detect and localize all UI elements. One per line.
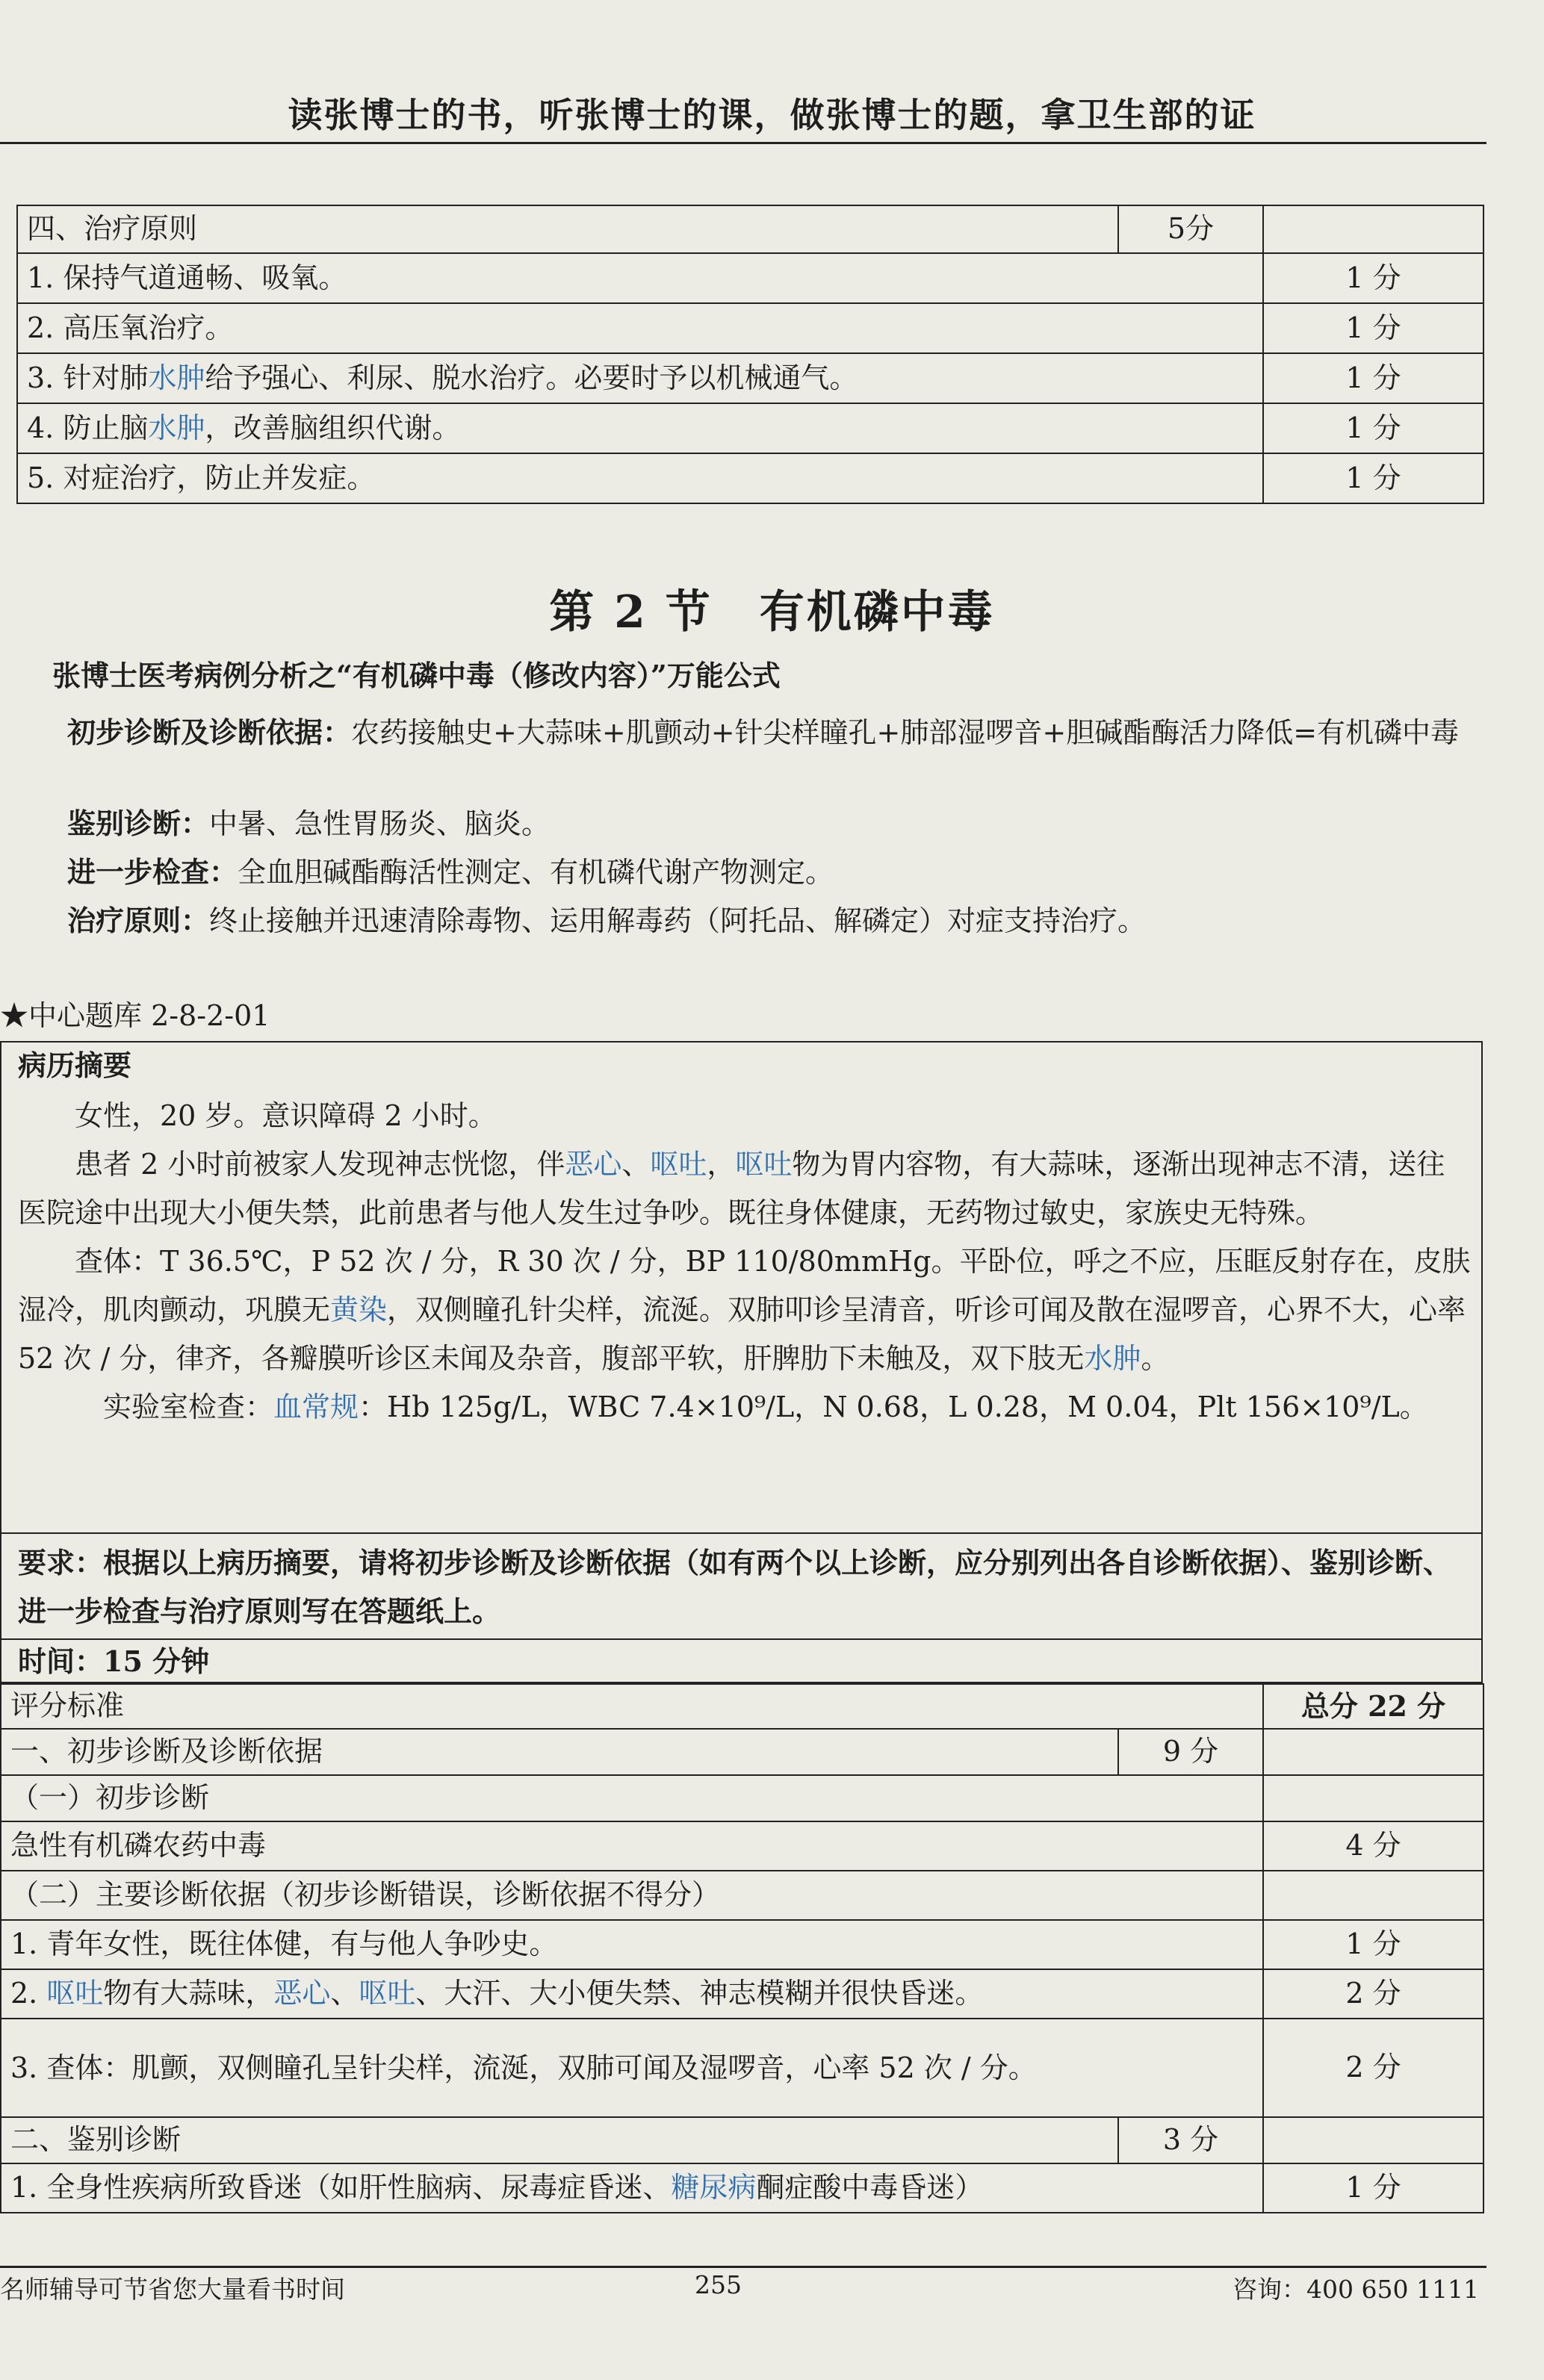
table-row xyxy=(1,1821,1483,1871)
formula-label: 鉴别诊断： xyxy=(67,807,210,840)
scoring-table xyxy=(0,1683,1484,2213)
case-summary-title: 病历摘要 xyxy=(18,1048,132,1082)
row-label: 2. 呕吐物有大蒜味，恶心、呕吐、大汗、大小便失禁、神志模糊并很快昏迷。 xyxy=(1,1969,1263,2019)
row-score: 1 分 xyxy=(1263,2163,1483,2213)
case-paragraph: 患者 2 小时前被家人发现神志恍惚，伴恶心、呕吐，呕吐物为胃内容物，有大蒜味，逐渐出现神志不清，送往医院途中出现大小便失禁，此前患者与他人发生过争吵。既往身体健康，无药物过敏史，家族史无特殊。 xyxy=(18,1148,1445,1229)
footer-rule xyxy=(0,2266,1486,2268)
row-score: 1 分 xyxy=(1263,403,1483,453)
table-row xyxy=(1,1729,1483,1775)
row-label: 二、鉴别诊断 xyxy=(1,2117,1118,2163)
requirement-label: 要求： xyxy=(18,1546,104,1579)
highlight-term: 水肿 xyxy=(148,361,205,394)
running-header: 读张博士的书，听张博士的课，做张博士的题，拿卫生部的证 xyxy=(288,95,1256,135)
row-text: 4. 防止脑 xyxy=(27,411,149,444)
row-score: 2 分 xyxy=(1263,2019,1483,2117)
footer-slogan: 名师辅导可节省您大量看书时间 xyxy=(0,2275,345,2304)
row-text: 5. 对症治疗，防止并发症。 xyxy=(27,461,376,494)
case-paragraph: 女性，20 岁。意识障碍 2 小时。 xyxy=(75,1099,497,1132)
row-label: 3. 查体：肌颤，双侧瞳孔呈针尖样，流涎，双肺可闻及湿啰音，心率 52 次 / 分。 xyxy=(1,2019,1263,2117)
formula-text: 终止接触并迅速清除毒物、运用解毒药（阿托品、解磷定）对症支持治疗。 xyxy=(209,904,1147,937)
table-row xyxy=(1,1775,1483,1821)
row-label: （二）主要诊断依据（初步诊断错误，诊断依据不得分） xyxy=(1,1871,1263,1920)
row-text: 3. 针对肺 xyxy=(27,361,149,394)
row-score: 1 分 xyxy=(1263,353,1483,403)
treatment-table xyxy=(16,205,1484,504)
table-row xyxy=(1,2117,1483,2163)
scoring-header: 评分标准 xyxy=(1,1684,1263,1729)
table-row xyxy=(17,453,1483,503)
table-row xyxy=(1,2163,1483,2213)
formula-text: 农药接触史+大蒜味+肌颤动+针尖样瞳孔+肺部湿啰音+胆碱酯酶活力降低=有机磷中毒 xyxy=(351,716,1460,749)
table-row xyxy=(17,253,1483,303)
scoring-total: 总分 22 分 xyxy=(1263,1684,1483,1729)
case-summary-body xyxy=(18,1092,1471,1432)
row-score: 3 分 xyxy=(1118,2117,1263,2163)
table-row xyxy=(1,1969,1483,2019)
highlight-term: 水肿 xyxy=(148,411,205,444)
table-total-score: 5分 xyxy=(1118,205,1263,253)
case-paragraph: 查体：T 36.5℃，P 52 次 / 分，R 30 次 / 分，BP 110/80mmHg。平卧位，呼之不应，压眶反射存在，皮肤湿冷，肌肉颤动，巩膜无黄染，双侧瞳孔针尖样，流涎。双肺叩诊呈清音，听诊可闻及散在湿啰音，心界不大，心率 52 次 / 分，律齐，各瓣膜听诊区未闻及杂音，腹部平软，肝脾肋下未触及，双下肢无水肿。 xyxy=(18,1245,1471,1375)
formula-label: 治疗原则： xyxy=(67,904,210,937)
requirement-box xyxy=(0,1534,1483,1640)
formula-text: 全血胆碱酯酶活性测定、有机磷代谢产物测定。 xyxy=(238,856,834,889)
row-text: ，改善脑组织代谢。 xyxy=(205,411,461,444)
table-row xyxy=(1,2019,1483,2117)
case-summary-box xyxy=(0,1041,1483,1534)
row-score: 4 分 xyxy=(1263,1821,1483,1871)
row-score: 1 分 xyxy=(1263,1920,1483,1969)
row-text: 1. 保持气道通畅、吸氧。 xyxy=(27,261,347,294)
row-label: 急性有机磷农药中毒 xyxy=(1,1821,1263,1871)
page-number: 255 xyxy=(695,2270,742,2299)
section-title: 第 2 节 有机磷中毒 xyxy=(549,586,995,639)
row-label: 1. 全身性疾病所致昏迷（如肝性脑病、尿毒症昏迷、糖尿病酮症酸中毒昏迷） xyxy=(1,2163,1263,2213)
formula-label: 初步诊断及诊断依据： xyxy=(67,715,352,749)
table-row xyxy=(1,1920,1483,1969)
table-heading: 四、治疗原则 xyxy=(17,205,1118,253)
row-text: 给予强心、利尿、脱水治疗。必要时予以机械通气。 xyxy=(205,361,858,394)
table-row xyxy=(17,205,1483,253)
formula-item-differential xyxy=(67,807,550,842)
row-label: （一）初步诊断 xyxy=(1,1775,1263,1821)
formula-item-treatment xyxy=(67,904,1146,939)
formula-item-diagnosis xyxy=(0,708,1483,757)
row-score: 1 分 xyxy=(1263,453,1483,503)
formula-item-exam xyxy=(67,855,834,890)
table-row xyxy=(1,1871,1483,1920)
question-bank-label: ★中心题库 2-8-2-01 xyxy=(0,999,270,1032)
row-score: 1 分 xyxy=(1263,253,1483,303)
row-score: 1 分 xyxy=(1263,303,1483,353)
footer-contact: 咨询：400 650 1111 xyxy=(1233,2275,1479,2304)
formula-label: 进一步检查： xyxy=(67,855,238,889)
row-label: 一、初步诊断及诊断依据 xyxy=(1,1729,1118,1775)
time-box: 时间：15 分钟 xyxy=(0,1640,1483,1683)
header-rule xyxy=(0,142,1486,144)
case-paragraph: 实验室检查：血常规：Hb 125g/L，WBC 7.4×10⁹/L，N 0.68，L 0.28，M 0.04，Plt 156×10⁹/L。 xyxy=(103,1391,1428,1423)
formula-text: 中暑、急性胃肠炎、脑炎。 xyxy=(209,807,551,840)
row-label: 1. 青年女性，既往体健，有与他人争吵史。 xyxy=(1,1920,1263,1969)
table-row xyxy=(17,403,1483,453)
table-row xyxy=(1,1684,1483,1729)
row-score: 2 分 xyxy=(1263,1969,1483,2019)
requirement-text: 根据以上病历摘要，请将初步诊断及诊断依据（如有两个以上诊断，应分别列出各自诊断依据）、鉴别诊断、进一步检查与治疗原则写在答题纸上。 xyxy=(18,1546,1452,1628)
formula-title: 张博士医考病例分析之“有机磷中毒（修改内容）”万能公式 xyxy=(52,659,781,692)
row-text: 2. 高压氧治疗。 xyxy=(27,311,234,344)
table-row xyxy=(17,303,1483,353)
row-score: 9 分 xyxy=(1118,1729,1263,1775)
table-row xyxy=(17,353,1483,403)
